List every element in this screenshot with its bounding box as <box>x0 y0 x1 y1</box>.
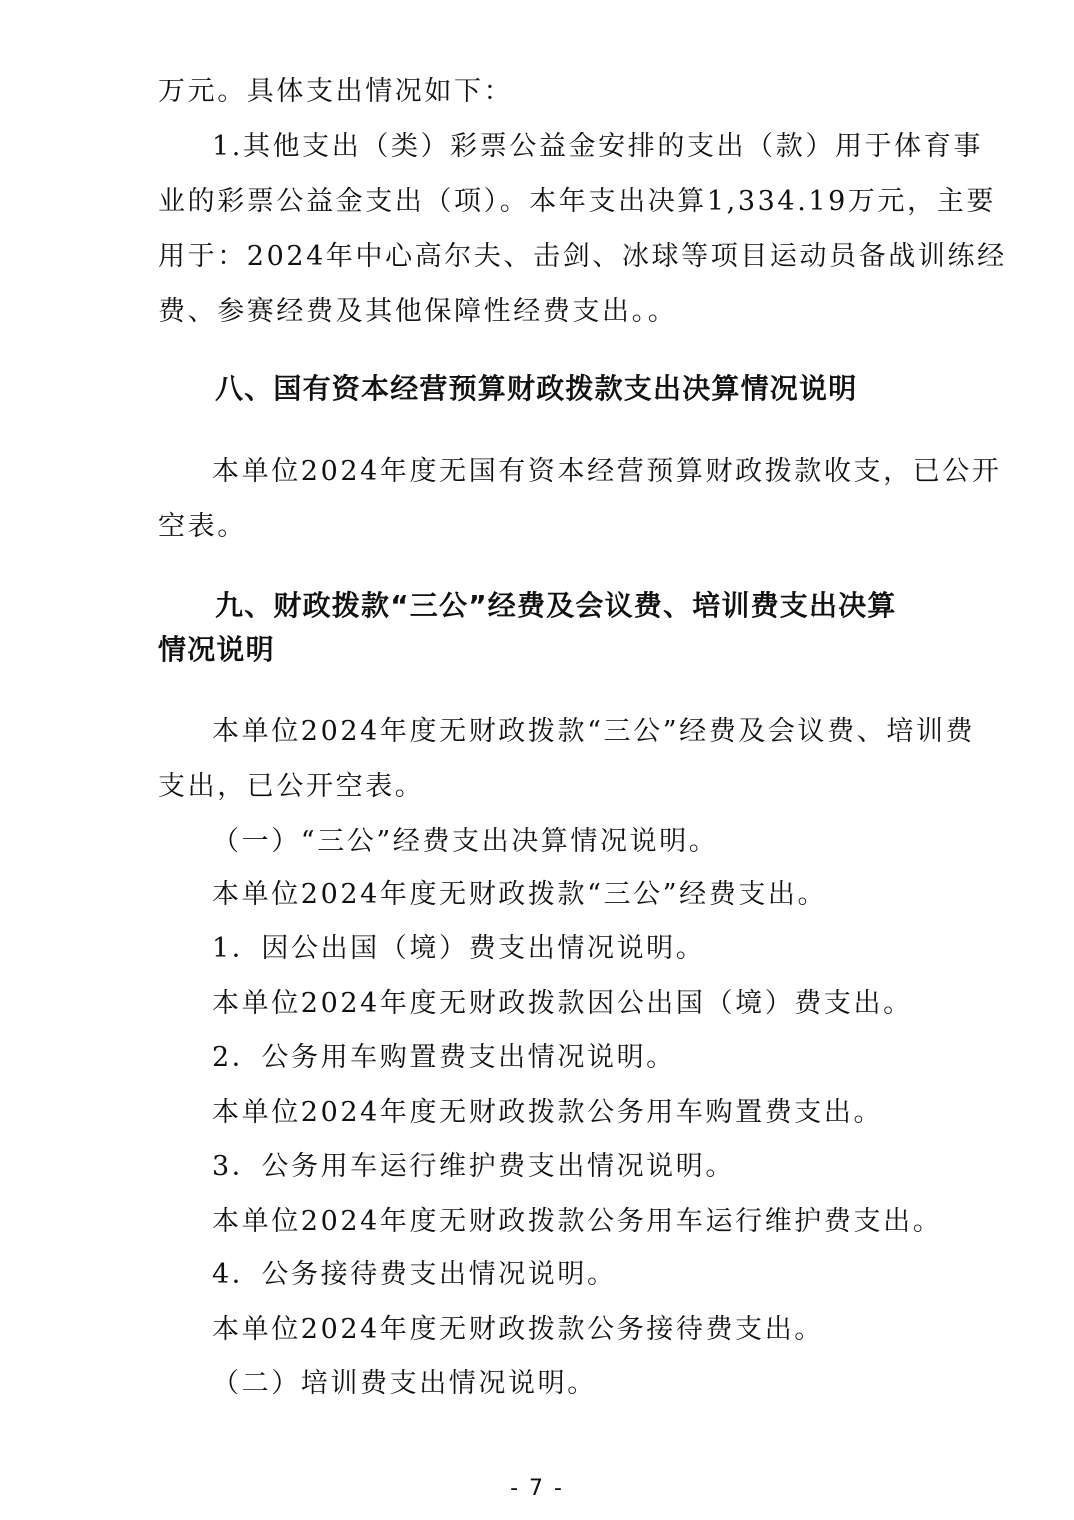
paragraph-line: 空表。 <box>158 511 247 542</box>
page-number: - 7 - <box>510 1476 564 1501</box>
section-heading-8: 八、国有资本经营预算财政拨款支出决算情况说明 <box>215 372 858 405</box>
paragraph-line: 业的彩票公益金支出（项）。本年支出决算1,334.19万元，主要 <box>158 186 996 217</box>
paragraph-line: 支出，已公开空表。 <box>158 771 425 802</box>
paragraph-line: 本单位2024年度无财政拨款公务用车购置费支出。 <box>212 1097 884 1128</box>
list-item-heading: 1．因公出国（境）费支出情况说明。 <box>212 933 706 964</box>
list-item-text: 1.其他支出（类）彩票公益金安排的支出（款）用于体育事 <box>212 131 983 162</box>
list-item-heading: 4．公务接待费支出情况说明。 <box>212 1259 617 1290</box>
paragraph-line: 本单位2024年度无财政拨款公务接待费支出。 <box>212 1314 824 1345</box>
paragraph-line: 本单位2024年度无财政拨款因公出国（境）费支出。 <box>212 988 913 1019</box>
paragraph-line: 本单位2024年度无财政拨款“三公”经费支出。 <box>212 879 828 910</box>
list-item-heading: 3．公务用车运行维护费支出情况说明。 <box>212 1151 735 1182</box>
subsection-heading: （二）培训费支出情况说明。 <box>212 1368 597 1399</box>
paragraph-line: 本单位2024年度无财政拨款公务用车运行维护费支出。 <box>212 1206 943 1237</box>
list-item-heading: 2．公务用车购置费支出情况说明。 <box>212 1042 676 1073</box>
paragraph-line: 费、参赛经费及其他保障性经费支出。。 <box>158 296 678 327</box>
paragraph-line: 本单位2024年度无财政拨款“三公”经费及会议费、培训费 <box>212 716 976 747</box>
paragraph-line: 用于：2024年中心高尔夫、击剑、冰球等项目运动员备战训练经 <box>158 241 1007 272</box>
section-heading-9: 九、财政拨款“三公”经费及会议费、培训费支出决算 <box>215 589 897 622</box>
paragraph-line: 万元。具体支出情况如下： <box>158 76 514 107</box>
paragraph-line: 本单位2024年度无国有资本经营预算财政拨款收支，已公开 <box>212 456 1002 487</box>
section-heading-9-continued: 情况说明 <box>158 633 275 666</box>
subsection-heading: （一）“三公”经费支出决算情况说明。 <box>212 826 719 857</box>
